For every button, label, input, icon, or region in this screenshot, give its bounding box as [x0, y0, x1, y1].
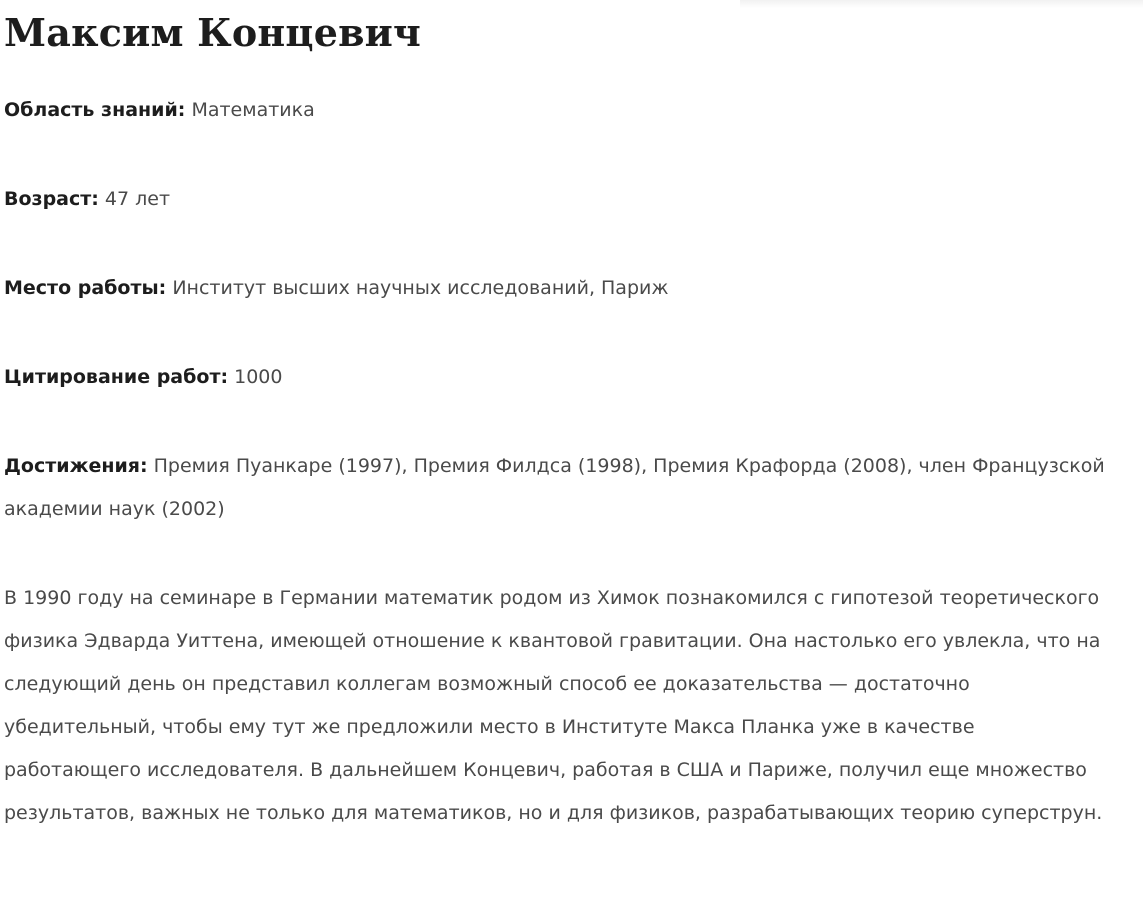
field-citations: [4, 362, 1119, 392]
field-label: Возраст:: [4, 188, 99, 210]
biography-paragraph: В 1990 году на семинаре в Германии математик родом из Химок познакомился с гипотезой теоретического физика Эдварда Уиттена, имеющей отношение к квантовой гравитации. Она настолько его увлекла, что на следующий день он представил коллегам возможный способ ее доказательства — достаточно убедительный, чтобы ему тут же предложили место в Институте Макса Планка уже в качестве работающего исследователя. В дальнейшем Концевич, работая в США и Париже, получил еще множество результатов, важных не только для математиков, но и для физиков, разрабатывающих теорию суперструн.: [4, 587, 1103, 824]
field-label: Место работы:: [4, 277, 167, 299]
field-value: Премия Пуанкаре (1997), Премия Филдса (1998), Премия Крафорда (2008), член Французской академии наук (2002): [4, 455, 1105, 520]
field-value: Математика: [185, 99, 315, 121]
field-value: 47 лет: [98, 188, 171, 210]
field-label: Достижения:: [4, 455, 148, 477]
field-value: Институт высших научных исследований, Париж: [166, 277, 669, 299]
page-title: Максим Концевич: [4, 10, 422, 55]
field-label: Область знаний:: [4, 99, 186, 121]
field-label: Цитирование работ:: [4, 366, 229, 388]
field-area-of-knowledge: [4, 95, 1119, 125]
field-achievements: [4, 445, 1119, 531]
field-value: 1000: [228, 366, 283, 388]
top-edge-shadow: [740, 0, 1143, 8]
field-workplace: [4, 273, 1119, 303]
field-age: [4, 184, 1119, 214]
